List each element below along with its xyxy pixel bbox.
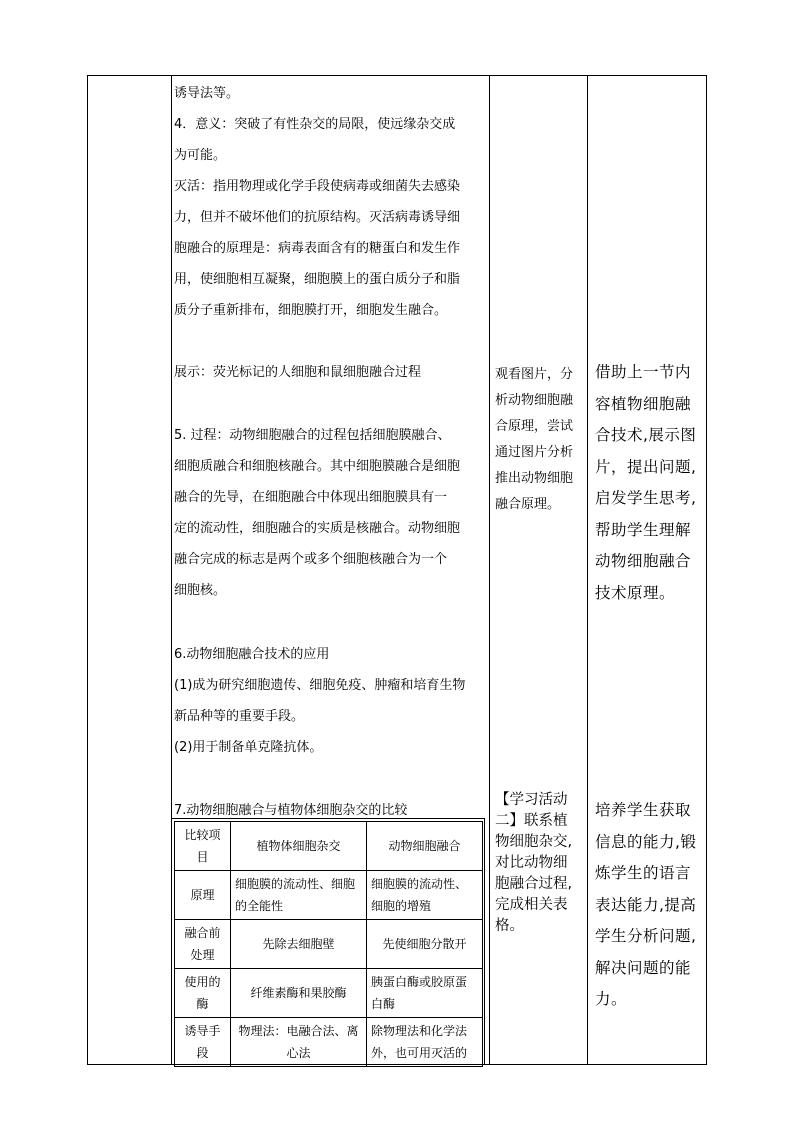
student-activity-2: 【学习活动 二】联系植 物细胞杂交, 对比动物细 胞融合过程, 完成相关表 格。 <box>495 792 573 934</box>
table-header-cell: 比较项目 <box>175 822 231 871</box>
table-cell: 除物理法和化学法外，也可用灭活的 <box>367 1018 483 1067</box>
content-line: 质分子重新排布，细胞膜打开，细胞发生融合。 <box>174 303 448 318</box>
content-line: (2)用于制备单克隆抗体。 <box>174 740 323 755</box>
table-cell: 先除去细胞壁 <box>231 920 367 969</box>
comparison-table <box>174 821 483 1067</box>
table-cell: 原理 <box>175 871 231 920</box>
content-line: 细胞核。 <box>174 583 227 598</box>
column-divider <box>489 76 490 1064</box>
content-line: 定的流动性，细胞融合的实质是核融合。动物细胞 <box>174 521 461 536</box>
table-row <box>175 1018 483 1067</box>
table-cell: 胰蛋白酶或胶原蛋白酶 <box>367 969 483 1018</box>
content-line: 胞融合的原理是：病毒表面含有的糖蛋白和发生作 <box>174 241 461 256</box>
table-header-cell: 植物体细胞杂交 <box>231 822 367 871</box>
table-cell: 先使细胞分散开 <box>367 920 483 969</box>
content-line: 用，使细胞相互凝聚，细胞膜上的蛋白质分子和脂 <box>174 272 461 287</box>
content-line: 为可能。 <box>174 148 227 163</box>
content-line: 4．意义：突破了有性杂交的局限，使远缘杂交成 <box>174 117 456 132</box>
section-heading: 7.动物细胞融合与植物体细胞杂交的比较 <box>174 803 408 818</box>
content-line: 融合的先导，在细胞融合中体现出细胞膜具有一 <box>174 490 448 505</box>
table-header-row <box>175 822 483 871</box>
content-line: 6.动物细胞融合技术的应用 <box>174 647 330 662</box>
content-line: 诱导法等。 <box>174 86 240 101</box>
table-cell: 纤维素酶和果胶酶 <box>231 969 367 1018</box>
table-cell: 使用的酶 <box>175 969 231 1018</box>
table-row <box>175 969 483 1018</box>
table-header-cell: 动物细胞融合 <box>367 822 483 871</box>
table-row <box>175 920 483 969</box>
content-line: 新品种等的重要手段。 <box>174 709 305 724</box>
student-activity-1: 观看图片，分 析动物细胞融 合原理，尝试 通过图片分析 推出动物细胞 融合原理。 <box>495 367 574 512</box>
table-cell: 诱导手段 <box>175 1018 231 1067</box>
column-divider <box>587 76 588 1064</box>
design-intent-2: 培养学生获取 信息的能力,锻 炼学生的语言 表达能力,提高 学生分析问题, 解决问题的能 力。 <box>595 801 697 1008</box>
table-cell: 细胞膜的流动性、细胞的增殖 <box>367 871 483 920</box>
content-line: 灭活：指用物理或化学手段使病毒或细菌失去感染 <box>174 179 461 194</box>
content-line: (1)成为研究细胞遗传、细胞免疫、肿瘤和培育生物 <box>174 678 466 693</box>
table-cell: 细胞膜的流动性、细胞的全能性 <box>231 871 367 920</box>
table-cell: 物理法：电融合法、离心法 <box>231 1018 367 1067</box>
content-line: 融合完成的标志是两个或多个细胞核融合为一个 <box>174 552 448 567</box>
content-line: 力，但并不破坏他们的抗原结构。灭活病毒诱导细 <box>174 210 461 225</box>
content-line: 细胞质融合和细胞核融合。其中细胞膜融合是细胞 <box>174 459 461 474</box>
table-row <box>175 871 483 920</box>
design-intent-1: 借助上一节内 容植物细胞融 合技术,展示图 片，提出问题, 启发学生思考, 帮助学生理解 动物细胞融合 技术原理。 <box>595 363 697 602</box>
content-line: 展示：荧光标记的人细胞和鼠细胞融合过程 <box>174 365 422 380</box>
table-cell: 融合前处理 <box>175 920 231 969</box>
content-line: 5. 过程：动物细胞融合的过程包括细胞膜融合、 <box>174 428 451 443</box>
